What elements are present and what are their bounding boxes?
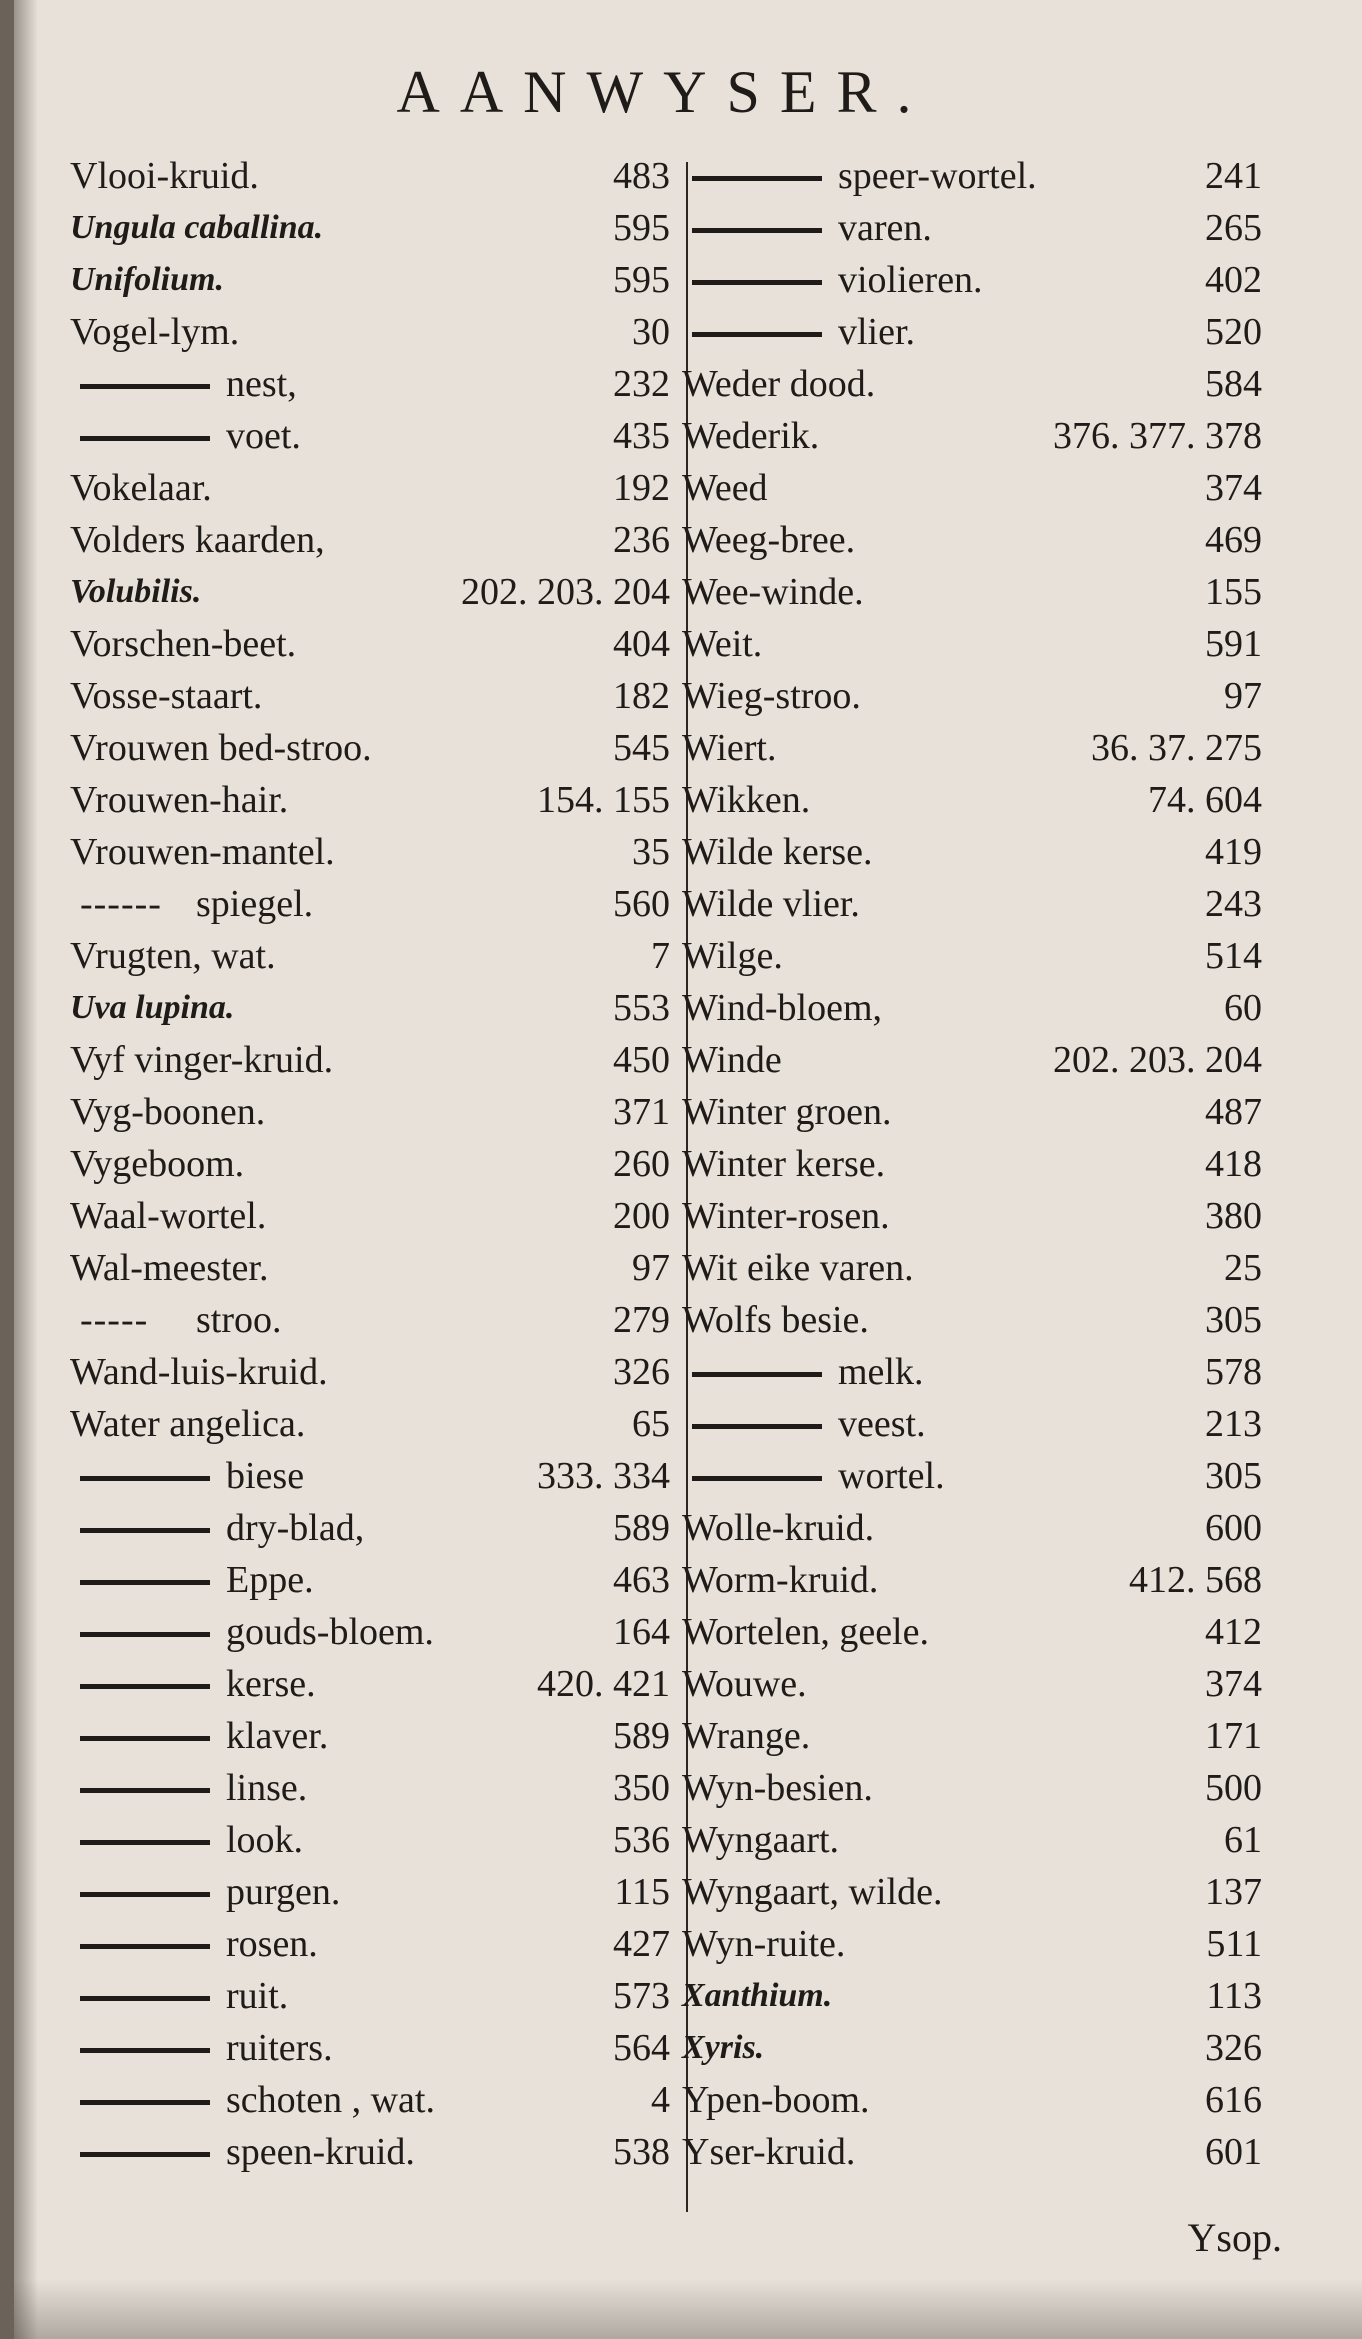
ditto-rule [692, 228, 822, 233]
entry-page-number: 74. 604 [1148, 779, 1262, 821]
index-entry [678, 202, 1266, 254]
index-entry [66, 1866, 674, 1918]
entry-page-number: 236 [613, 519, 670, 561]
entry-term: Ungula caballina. [70, 209, 324, 246]
index-entry [66, 358, 674, 410]
index-entry [66, 1814, 674, 1866]
entry-term: Worm-kruid. [682, 1559, 879, 1601]
index-entry [66, 1398, 674, 1450]
entry-term: Vosse-staart. [70, 675, 263, 717]
entry-term: Volubilis. [70, 573, 202, 610]
entry-page-number: 65 [632, 1403, 670, 1445]
index-entry [678, 930, 1266, 982]
entry-page-number: 115 [614, 1871, 670, 1913]
entry-page-number: 483 [613, 155, 670, 197]
entry-term: Vyf vinger-kruid. [70, 1039, 334, 1081]
entry-page-number: 265 [1205, 207, 1262, 249]
entry-page-number: 4 [651, 2079, 670, 2121]
entry-term: Eppe. [226, 1559, 314, 1601]
index-entry [66, 722, 674, 774]
index-entry [66, 306, 674, 358]
index-entry [678, 618, 1266, 670]
entry-page-number: 584 [1205, 363, 1262, 405]
index-entry [678, 1294, 1266, 1346]
index-entry [678, 462, 1266, 514]
index-entry [678, 254, 1266, 306]
entry-term: rosen. [226, 1923, 318, 1965]
entry-term: Wit eike varen. [682, 1247, 914, 1289]
entry-term: Xanthium. [682, 1977, 833, 2014]
entry-page-number: 435 [613, 415, 670, 457]
entry-page-number: 30 [632, 311, 670, 353]
entry-page-number: 182 [613, 675, 670, 717]
index-entry [678, 1762, 1266, 1814]
entry-page-number: 595 [613, 259, 670, 301]
entry-term: Wyn-ruite. [682, 1923, 846, 1965]
index-entry [678, 358, 1266, 410]
entry-page-number: 500 [1205, 1767, 1262, 1809]
ditto-rule [692, 1424, 822, 1429]
entry-page-number: 538 [613, 2131, 670, 2173]
entry-term: Wieg-stroo. [682, 675, 861, 717]
entry-term: Winde [682, 1039, 782, 1081]
entry-term: Wyn-besien. [682, 1767, 873, 1809]
index-entry [66, 1034, 674, 1086]
index-entry [66, 202, 674, 254]
entry-page-number: 232 [613, 363, 670, 405]
index-entry [678, 1502, 1266, 1554]
entry-term: Winter kerse. [682, 1143, 886, 1185]
entry-page-number: 137 [1205, 1871, 1262, 1913]
entry-page-number: 376. 377. 378 [1053, 415, 1262, 457]
ditto-rule [80, 436, 210, 441]
entry-page-number: 200 [613, 1195, 670, 1237]
entry-term: purgen. [226, 1871, 341, 1913]
index-entry [66, 462, 674, 514]
index-entry [678, 1138, 1266, 1190]
index-entry [66, 1138, 674, 1190]
entry-term: spiegel. [196, 883, 314, 925]
entry-term: Weder dood. [682, 363, 876, 405]
index-entry [678, 670, 1266, 722]
entry-page-number: 192 [613, 467, 670, 509]
entry-term: Winter groen. [682, 1091, 892, 1133]
entry-page-number: 427 [613, 1923, 670, 1965]
entry-term: Wikken. [682, 779, 811, 821]
ditto-rule [692, 1476, 822, 1481]
index-entry [66, 2074, 674, 2126]
ditto-rule [80, 1684, 210, 1689]
entry-term: Yser-kruid. [682, 2131, 856, 2173]
catchword: Ysop. [1187, 2215, 1282, 2260]
entry-term: Vrouwen bed-stroo. [70, 727, 372, 769]
ditto-rule [80, 1580, 210, 1585]
entry-page-number: 560 [613, 883, 670, 925]
entry-page-number: 326 [1205, 2027, 1262, 2069]
index-entry [66, 1606, 674, 1658]
entry-term: look. [226, 1819, 304, 1861]
entry-page-number: 511 [1206, 1923, 1262, 1965]
entry-term: Wal-meester. [70, 1247, 269, 1289]
entry-term: Water angelica. [70, 1403, 306, 1445]
index-entry [66, 1658, 674, 1710]
entry-page-number: 420. 421 [537, 1663, 670, 1705]
entry-term: wortel. [838, 1455, 945, 1497]
entry-term: linse. [226, 1767, 308, 1809]
index-entry [678, 1086, 1266, 1138]
entry-term: Vrouwen-mantel. [70, 831, 335, 873]
running-head: AANWYSER. [396, 59, 932, 125]
index-entry [678, 1606, 1266, 1658]
ditto-rule [80, 1736, 210, 1741]
entry-term: melk. [838, 1351, 924, 1393]
entry-term: Vrouwen-hair. [70, 779, 289, 821]
index-entry [66, 1450, 674, 1502]
entry-term: Vorschen-beet. [70, 623, 297, 665]
index-entry [66, 618, 674, 670]
index-entry [678, 1710, 1266, 1762]
index-entry [66, 514, 674, 566]
ditto-rule [80, 384, 210, 389]
index-column-right [678, 150, 1266, 2178]
entry-page-number: 35 [632, 831, 670, 873]
entry-term: Unifolium. [70, 261, 224, 298]
entry-term: Wolle-kruid. [682, 1507, 875, 1549]
index-entry [66, 254, 674, 306]
entry-term: Weit. [682, 623, 763, 665]
entry-term: Wederik. [682, 415, 820, 457]
index-entry [678, 2074, 1266, 2126]
index-entry [66, 410, 674, 462]
entry-term: speer-wortel. [838, 155, 1037, 197]
index-entry [678, 2126, 1266, 2178]
entry-page-number: 36. 37. 275 [1091, 727, 1262, 769]
entry-term: Weed [682, 467, 768, 509]
entry-page-number: 113 [1206, 1975, 1262, 2017]
ditto-rule [80, 1476, 210, 1481]
entry-page-number: 520 [1205, 311, 1262, 353]
entry-page-number: 171 [1205, 1715, 1262, 1757]
entry-term: gouds-bloem. [226, 1611, 434, 1653]
ditto-rule [80, 2152, 210, 2157]
entry-term: Volders kaarden, [70, 519, 325, 561]
index-entry [678, 2022, 1266, 2074]
ditto-rule [80, 1528, 210, 1533]
index-entry [66, 150, 674, 202]
index-entry [678, 1866, 1266, 1918]
index-entry [66, 1554, 674, 1606]
entry-page-number: 213 [1205, 1403, 1262, 1445]
entry-page-number: 154. 155 [537, 779, 670, 821]
ditto-rule [692, 176, 822, 181]
entry-term: Wilge. [682, 935, 783, 977]
entry-page-number: 450 [613, 1039, 670, 1081]
entry-page-number: 61 [1224, 1819, 1262, 1861]
entry-term: Ypen-boom. [682, 2079, 870, 2121]
index-entry [678, 722, 1266, 774]
entry-page-number: 25 [1224, 1247, 1262, 1289]
ditto-rule [80, 2048, 210, 2053]
entry-page-number: 589 [613, 1715, 670, 1757]
entry-page-number: 305 [1205, 1455, 1262, 1497]
index-entry [678, 306, 1266, 358]
entry-term: Wyngaart. [682, 1819, 840, 1861]
ditto-rule [692, 332, 822, 337]
entry-term: Wouwe. [682, 1663, 807, 1705]
entry-page-number: 241 [1205, 155, 1262, 197]
entry-term: Winter-rosen. [682, 1195, 890, 1237]
index-entry [678, 982, 1266, 1034]
index-entry [66, 566, 674, 618]
index-entry [678, 566, 1266, 618]
ditto-marker: ------ [80, 883, 162, 925]
index-entry [66, 1294, 674, 1346]
entry-page-number: 164 [613, 1611, 670, 1653]
ditto-rule [80, 1944, 210, 1949]
entry-page-number: 243 [1205, 883, 1262, 925]
page-bottom-shadow [14, 2279, 1362, 2339]
index-entry [678, 1918, 1266, 1970]
index-entry [678, 1814, 1266, 1866]
entry-page-number: 279 [613, 1299, 670, 1341]
entry-term: Weeg-bree. [682, 519, 856, 561]
entry-page-number: 553 [613, 987, 670, 1029]
index-entry [66, 1086, 674, 1138]
entry-page-number: 545 [613, 727, 670, 769]
entry-page-number: 326 [613, 1351, 670, 1393]
entry-term: ruiters. [226, 2027, 333, 2069]
entry-term: Wind-bloem, [682, 987, 883, 1029]
entry-page-number: 260 [613, 1143, 670, 1185]
entry-term: Wilde vlier. [682, 883, 860, 925]
entry-page-number: 412. 568 [1129, 1559, 1262, 1601]
gutter-shadow [14, 0, 38, 2339]
index-entry [66, 1762, 674, 1814]
index-entry [678, 1554, 1266, 1606]
ditto-rule [692, 280, 822, 285]
entry-term: Vokelaar. [70, 467, 212, 509]
index-entry [678, 150, 1266, 202]
entry-term: ruit. [226, 1975, 289, 2017]
index-entry [66, 774, 674, 826]
index-entry [66, 1346, 674, 1398]
entry-term: kerse. [226, 1663, 316, 1705]
entry-term: biese [226, 1455, 305, 1497]
entry-page-number: 591 [1205, 623, 1262, 665]
entry-page-number: 350 [613, 1767, 670, 1809]
entry-term: speen-kruid. [226, 2131, 415, 2173]
index-entry [678, 774, 1266, 826]
entry-page-number: 412 [1205, 1611, 1262, 1653]
index-entry [678, 1450, 1266, 1502]
ditto-rule [80, 2100, 210, 2105]
entry-page-number: 595 [613, 207, 670, 249]
entry-term: Vyg-boonen. [70, 1091, 266, 1133]
entry-term: Wolfs besie. [682, 1299, 869, 1341]
index-entry [678, 1658, 1266, 1710]
index-entry [678, 1346, 1266, 1398]
entry-page-number: 601 [1205, 2131, 1262, 2173]
index-entry [66, 1918, 674, 1970]
entry-term: Vrugten, wat. [70, 935, 276, 977]
entry-page-number: 380 [1205, 1195, 1262, 1237]
index-entry [66, 670, 674, 722]
entry-page-number: 589 [613, 1507, 670, 1549]
entry-page-number: 419 [1205, 831, 1262, 873]
entry-page-number: 402 [1205, 259, 1262, 301]
entry-page-number: 374 [1205, 467, 1262, 509]
entry-page-number: 536 [613, 1819, 670, 1861]
entry-page-number: 469 [1205, 519, 1262, 561]
ditto-rule [80, 1892, 210, 1897]
entry-term: nest, [226, 363, 297, 405]
entry-page-number: 97 [632, 1247, 670, 1289]
entry-page-number: 573 [613, 1975, 670, 2017]
index-entry [66, 878, 674, 930]
entry-page-number: 155 [1205, 571, 1262, 613]
index-entry [678, 878, 1266, 930]
ditto-rule [80, 1788, 210, 1793]
entry-term: Uva lupina. [70, 989, 235, 1026]
entry-page-number: 487 [1205, 1091, 1262, 1133]
entry-term: Waal-wortel. [70, 1195, 267, 1237]
entry-term: Wiert. [682, 727, 777, 769]
index-entry [678, 514, 1266, 566]
index-entry [66, 1502, 674, 1554]
index-entry [678, 1398, 1266, 1450]
index-entry [66, 1710, 674, 1762]
entry-term: varen. [838, 207, 932, 249]
index-entry [678, 1034, 1266, 1086]
index-column-left [66, 150, 674, 2178]
index-entry [66, 1242, 674, 1294]
entry-term: Wilde kerse. [682, 831, 873, 873]
entry-term: stroo. [196, 1299, 282, 1341]
entry-page-number: 333. 334 [537, 1455, 670, 1497]
entry-term: Wand-luis-kruid. [70, 1351, 328, 1393]
entry-page-number: 564 [613, 2027, 670, 2069]
entry-term: violieren. [838, 259, 983, 301]
entry-term: Xyris. [682, 2029, 765, 2066]
index-entry [678, 1242, 1266, 1294]
entry-page-number: 374 [1205, 1663, 1262, 1705]
index-entry [66, 826, 674, 878]
entry-term: voet. [226, 415, 301, 457]
index-entry [678, 1190, 1266, 1242]
index-entry [678, 826, 1266, 878]
entry-term: veest. [838, 1403, 926, 1445]
entry-page-number: 616 [1205, 2079, 1262, 2121]
ditto-rule [692, 1372, 822, 1377]
entry-page-number: 514 [1205, 935, 1262, 977]
entry-page-number: 404 [613, 623, 670, 665]
entry-page-number: 60 [1224, 987, 1262, 1029]
entry-page-number: 578 [1205, 1351, 1262, 1393]
entry-term: Wrange. [682, 1715, 811, 1757]
ditto-rule [80, 1632, 210, 1637]
ditto-rule [80, 1996, 210, 2001]
index-entry [66, 2022, 674, 2074]
entry-term: schoten , wat. [226, 2079, 435, 2121]
entry-term: dry-blad, [226, 1507, 365, 1549]
index-entry [678, 410, 1266, 462]
entry-term: Wee-winde. [682, 571, 864, 613]
index-entry [66, 1190, 674, 1242]
entry-page-number: 418 [1205, 1143, 1262, 1185]
entry-term: Vygeboom. [70, 1143, 245, 1185]
entry-page-number: 7 [651, 935, 670, 977]
entry-term: Wyngaart, wilde. [682, 1871, 943, 1913]
entry-term: Wortelen, geele. [682, 1611, 929, 1653]
entry-page-number: 463 [613, 1559, 670, 1601]
entry-page-number: 202. 203. 204 [461, 571, 670, 613]
entry-term: Vogel-lym. [70, 311, 240, 353]
index-entry [66, 2126, 674, 2178]
index-page [14, 0, 1362, 2339]
index-entry [66, 982, 674, 1034]
index-entry [66, 930, 674, 982]
entry-page-number: 97 [1224, 675, 1262, 717]
index-entry [678, 1970, 1266, 2022]
entry-page-number: 371 [613, 1091, 670, 1133]
entry-page-number: 600 [1205, 1507, 1262, 1549]
entry-term: Vlooi-kruid. [70, 155, 259, 197]
entry-term: klaver. [226, 1715, 329, 1757]
entry-page-number: 305 [1205, 1299, 1262, 1341]
ditto-marker: ----- [80, 1299, 149, 1341]
entry-term: vlier. [838, 311, 916, 353]
index-entry [66, 1970, 674, 2022]
entry-page-number: 202. 203. 204 [1053, 1039, 1262, 1081]
ditto-rule [80, 1840, 210, 1845]
